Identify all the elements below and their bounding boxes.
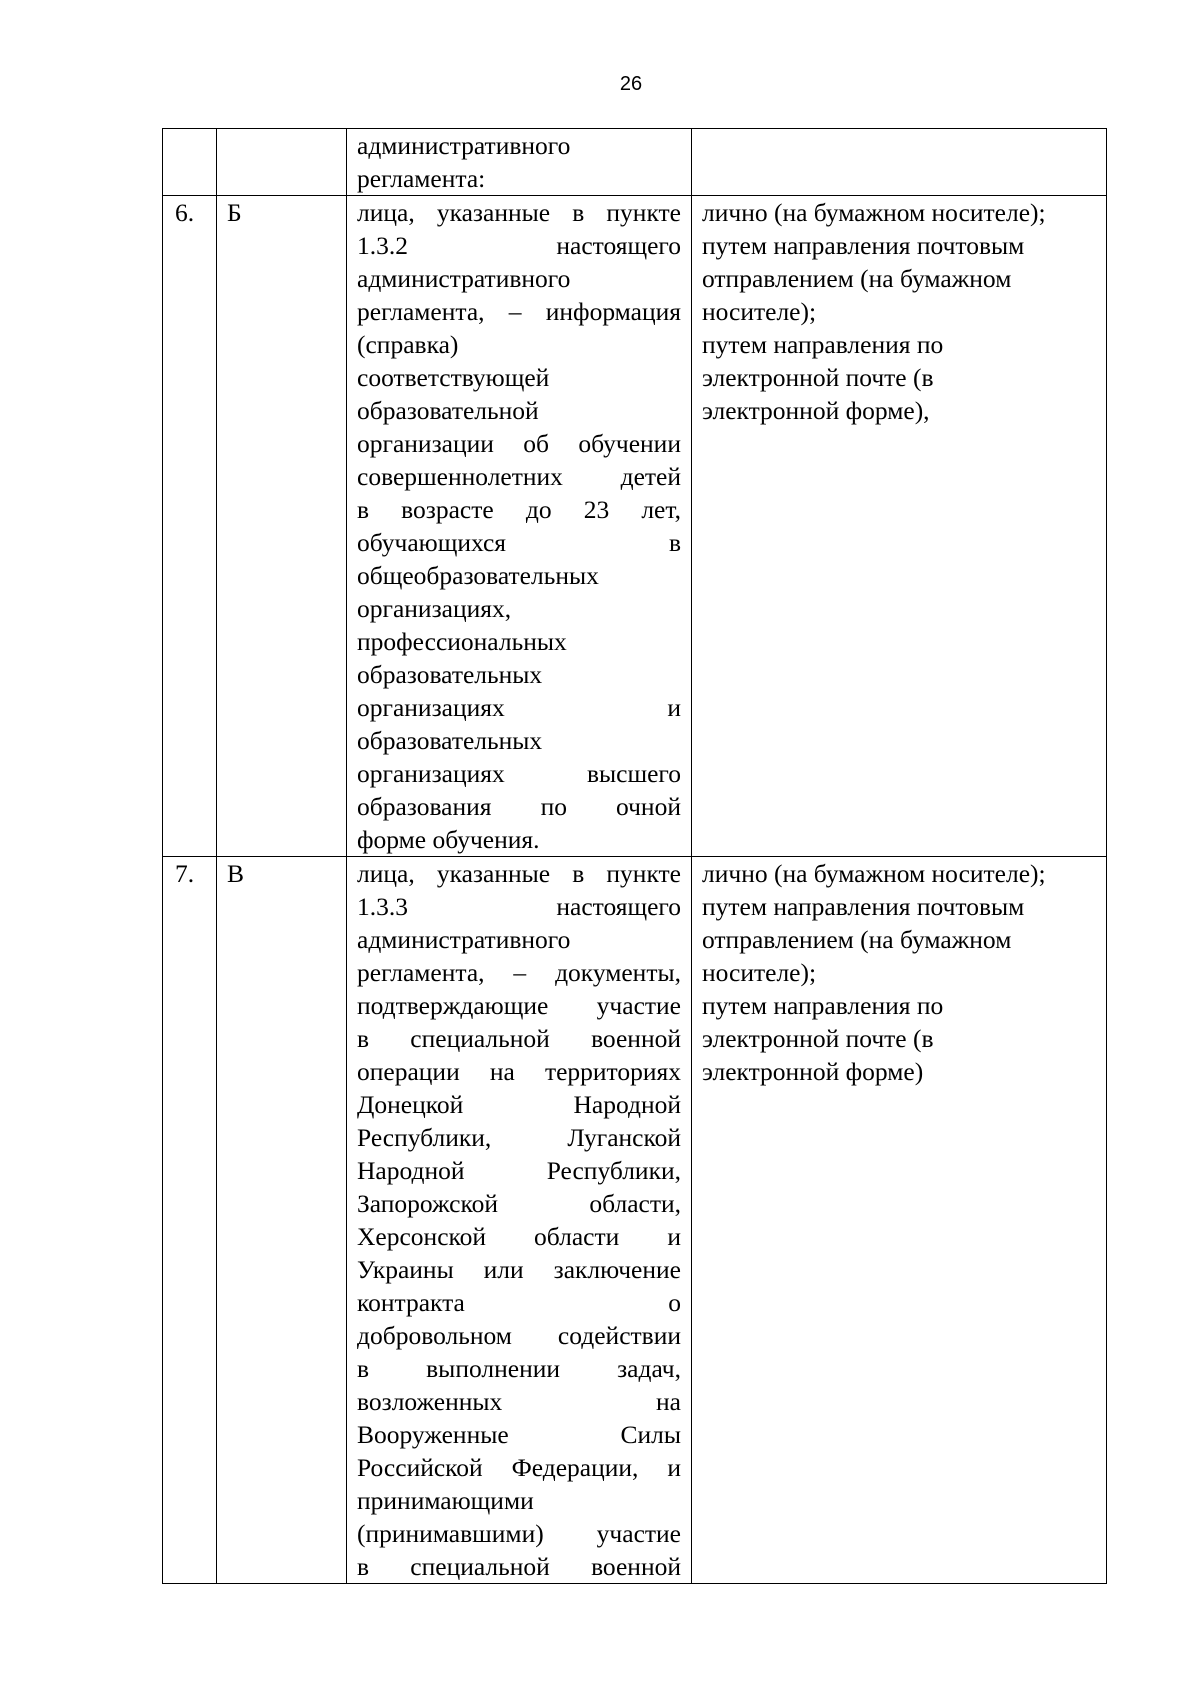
group-cell [217, 129, 347, 196]
description-line: административного [357, 925, 571, 954]
description-line: Народной Республики, [357, 1156, 681, 1185]
description-cell [347, 129, 692, 196]
description-line: добровольном содействии [357, 1321, 681, 1350]
submission-method-line: электронной форме) [702, 1057, 924, 1086]
submission-method-cell [692, 129, 1107, 196]
submission-method-line: лично (на бумажном носителе); [702, 198, 1046, 227]
description-cell [347, 857, 692, 1584]
description-line: лица, указанные в пункте [357, 198, 681, 227]
description-line: лица, указанные в пункте [357, 859, 681, 888]
description-line: в возрасте до 23 лет, [357, 495, 681, 524]
submission-method-line: путем направления почтовым [702, 231, 1025, 260]
description-line: (принимавшими) участие [357, 1519, 681, 1548]
description-line: обучающихся в [357, 528, 681, 557]
description-line: подтверждающие участие [357, 991, 681, 1020]
description-line: образовательных [357, 726, 543, 755]
description-line: в специальной военной [357, 1024, 681, 1053]
submission-method-cell [692, 857, 1107, 1584]
submission-method-line: отправлением (на бумажном [702, 925, 1012, 954]
row-number-cell [163, 129, 217, 196]
page-number: 26 [619, 73, 643, 95]
row-number-cell: 7. [163, 857, 217, 1584]
description-line: совершеннолетних детей [357, 462, 681, 491]
description-line: Украины или заключение [357, 1255, 681, 1284]
description-line: организациях, [357, 594, 512, 623]
description-line: организациях и [357, 693, 681, 722]
description-line: 1.3.3 настоящего [357, 892, 681, 921]
description-line: Вооруженные Силы [357, 1420, 681, 1449]
submission-method-line: путем направления почтовым [702, 892, 1025, 921]
description-line: в специальной военной [357, 1552, 681, 1581]
description-line: форме обучения. [357, 825, 540, 854]
submission-method-line: носителе); [702, 297, 817, 326]
description-line: регламента, – информация [357, 297, 681, 326]
description-line: в выполнении задач, [357, 1354, 681, 1383]
submission-method-line: носителе); [702, 958, 817, 987]
description-cell [347, 196, 692, 857]
submission-method-line: путем направления по [702, 991, 944, 1020]
submission-method-line: электронной почте (в [702, 363, 934, 392]
submission-method-line: электронной форме), [702, 396, 930, 425]
table-body [163, 129, 1107, 1584]
description-line: Российской Федерации, и [357, 1453, 681, 1482]
description-line: профессиональных [357, 627, 567, 656]
description-line: возложенных на [357, 1387, 681, 1416]
description-line: образовательных [357, 660, 543, 689]
submission-method-line: отправлением (на бумажном [702, 264, 1012, 293]
submission-method-line: лично (на бумажном носителе); [702, 859, 1046, 888]
description-line: Республики, Луганской [357, 1123, 681, 1152]
description-line: образования по очной [357, 792, 681, 821]
description-line: организациях высшего [357, 759, 681, 788]
description-line: регламента: [357, 164, 486, 193]
description-line: соответствующей [357, 363, 550, 392]
table-row [163, 196, 1107, 857]
description-line: административного [357, 131, 571, 160]
description-line: операции на территориях [357, 1057, 681, 1086]
group-cell: Б [217, 196, 347, 857]
description-line: 1.3.2 настоящего [357, 231, 681, 260]
description-line: Донецкой Народной [357, 1090, 681, 1119]
description-line: организации об обучении [357, 429, 681, 458]
description-line: административного [357, 264, 571, 293]
description-line: образовательной [357, 396, 539, 425]
document-table [162, 128, 1107, 1584]
description-line: регламента, – документы, [357, 958, 681, 987]
table-row [163, 129, 1107, 196]
description-line: общеобразовательных [357, 561, 599, 590]
description-line: Запорожской области, [357, 1189, 681, 1218]
group-cell: В [217, 857, 347, 1584]
submission-method-cell [692, 196, 1107, 857]
submission-method-line: электронной почте (в [702, 1024, 934, 1053]
description-line: принимающими [357, 1486, 534, 1515]
description-line: контракта о [357, 1288, 681, 1317]
table-row [163, 857, 1107, 1584]
row-number-cell: 6. [163, 196, 217, 857]
description-line: Херсонской области и [357, 1222, 681, 1251]
description-line: (справка) [357, 330, 459, 359]
submission-method-line: путем направления по [702, 330, 944, 359]
